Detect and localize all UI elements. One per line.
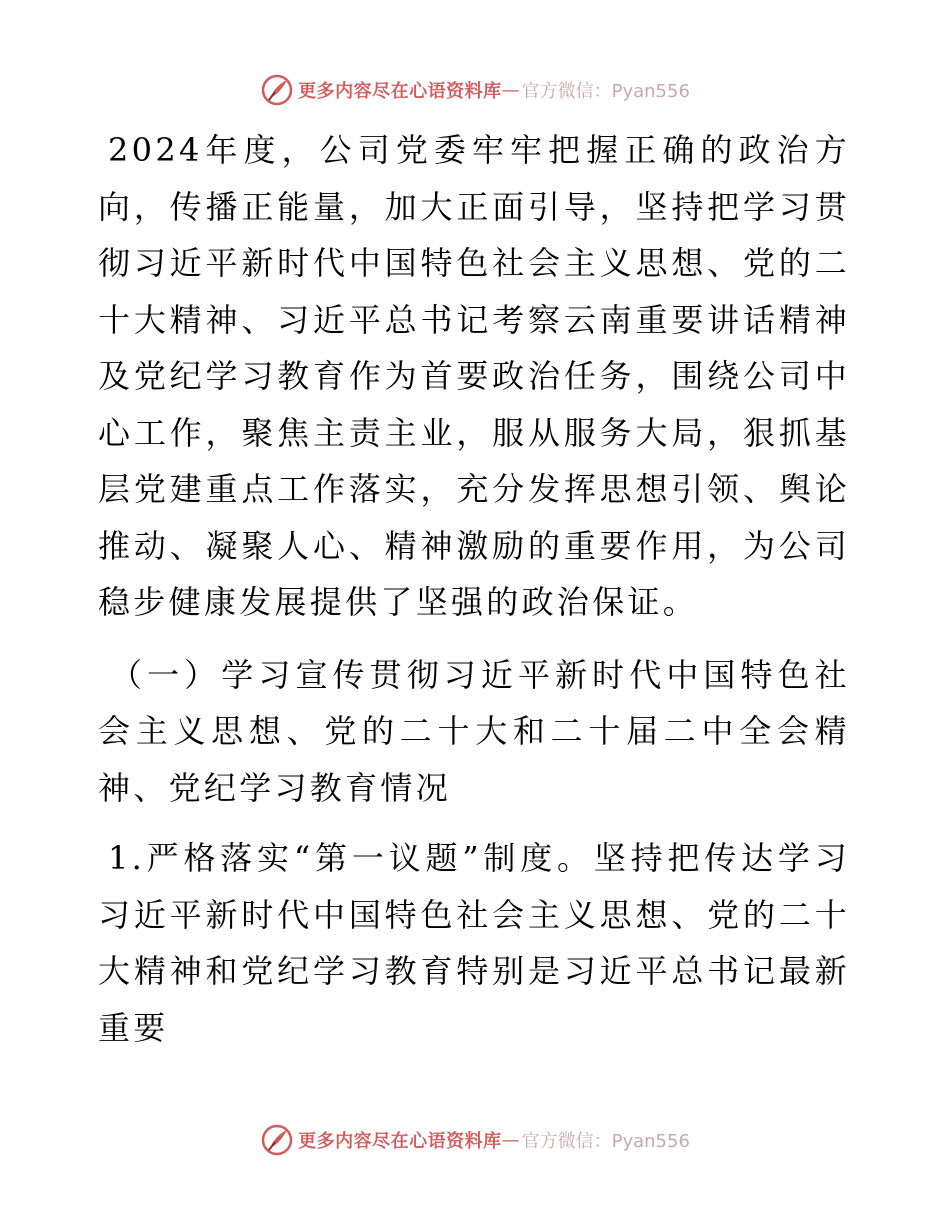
- watermark-contact-text: 官方微信：Pyan556: [521, 81, 690, 102]
- section-heading: （一）学习宣传贯彻习近平新时代中国特色社会主义思想、党的二十大和二十届二中全会精神、党纪学习教育情况: [98, 655, 850, 807]
- paragraph-item-1: 1.严格落实“第一议题”制度。坚持把传达学习习近平新时代中国特色社会主义思想、党的二十大精神和党纪学习教育特别是习近平总书记最新重要: [98, 839, 850, 1047]
- watermark-separator: —: [501, 1129, 520, 1151]
- watermark-brand-text: 更多内容尽在心语资料库: [298, 81, 502, 102]
- feather-pen-logo-icon: [260, 73, 294, 107]
- paragraph-intro: 2024年度，公司党委牢牢把握正确的政治方向，传播正能量，加大正面引导，坚持把学习贯彻习近平新时代中国特色社会主义思想、党的二十大精神、习近平总书记考察云南重要讲话精神及党纪学习教育作为首要政治任务，围绕公司中心工作，聚焦主责主业，服从服务大局，狠抓基层党建重点工作落实，充分发挥思想引领、舆论推动、凝聚人心、精神激励的重要作用，为公司稳步健康发展提供了坚强的政治保证。: [98, 131, 850, 621]
- footer-watermark: [0, 1120, 950, 1160]
- watermark-brand-text: 更多内容尽在心语资料库: [298, 1131, 502, 1152]
- feather-pen-logo-icon: [260, 1123, 294, 1157]
- watermark-separator: —: [501, 79, 520, 101]
- document-body: [98, 122, 850, 1056]
- watermark-contact-text: 官方微信：Pyan556: [521, 1131, 690, 1152]
- header-watermark: [0, 70, 950, 110]
